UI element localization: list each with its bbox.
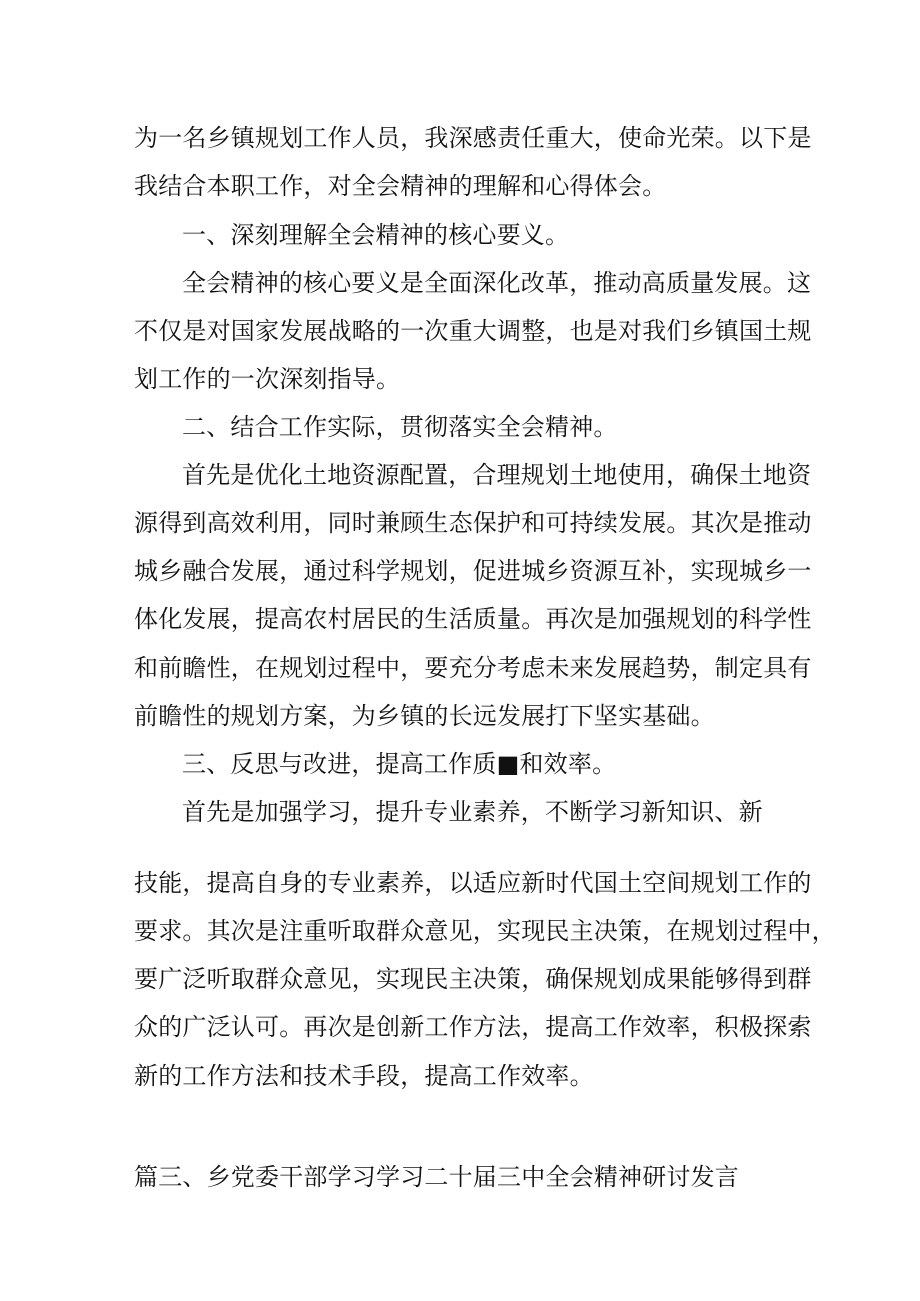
text-line: 我结合本职工作，对全会精神的理解和心得体会。 xyxy=(134,172,667,200)
text-line: 众的广泛认可。再次是创新工作方法，提高工作效率，积极探索 xyxy=(134,1013,812,1041)
text-line: 不仅是对国家发展战略的一次重大调整，也是对我们乡镇国土规 xyxy=(134,317,812,345)
text-line: 新的工作方法和技术手段，提高工作效率。 xyxy=(134,1062,594,1090)
text-line: 前瞻性的规划方案，为乡镇的长远发展打下坚实基础。 xyxy=(134,702,715,730)
text-line: 要广泛听取群众意见，实现民主决策，确保规划成果能够得到群 xyxy=(134,965,812,993)
section-heading-3: 三、反思与改进，提高工作质■和效率。 xyxy=(182,750,617,778)
text-line: 首先是优化土地资源配置，合理规划土地使用，确保土地资 xyxy=(182,461,812,489)
text-line: 全会精神的核心要义是全面深化改革，推动高质量发展。这 xyxy=(182,269,812,297)
text-line: 为一名乡镇规划工作人员，我深感责任重大，使命光荣。以下是 xyxy=(134,124,812,152)
text-line: 划工作的一次深刻指导。 xyxy=(134,365,401,393)
text-line: 要求。其次是注重听取群众意见，实现民主决策，在规划过程中， xyxy=(134,917,836,945)
text-line: 技能，提高自身的专业素养，以适应新时代国土空间规划工作的 xyxy=(134,869,812,897)
section-heading-1: 一、深刻理解全会精神的核心要义。 xyxy=(182,221,570,249)
article-title: 篇三、乡党委干部学习学习二十届三中全会精神研讨发言 xyxy=(134,1163,739,1191)
text-line: 城乡融合发展，通过科学规划，促进城乡资源互补，实现城乡一 xyxy=(134,557,812,585)
text-line: 源得到高效利用，同时兼顾生态保护和可持续发展。其次是推动 xyxy=(134,509,812,537)
text-line: 体化发展，提高农村居民的生活质量。再次是加强规划的科学性 xyxy=(134,605,812,633)
text-line: 首先是加强学习，提升专业素养，不断学习新知识、新 xyxy=(182,798,763,826)
section-heading-2: 二、结合工作实际，贯彻落实全会精神。 xyxy=(182,413,618,441)
text-line: 和前瞻性，在规划过程中，要充分考虑未来发展趋势，制定具有 xyxy=(134,654,812,682)
